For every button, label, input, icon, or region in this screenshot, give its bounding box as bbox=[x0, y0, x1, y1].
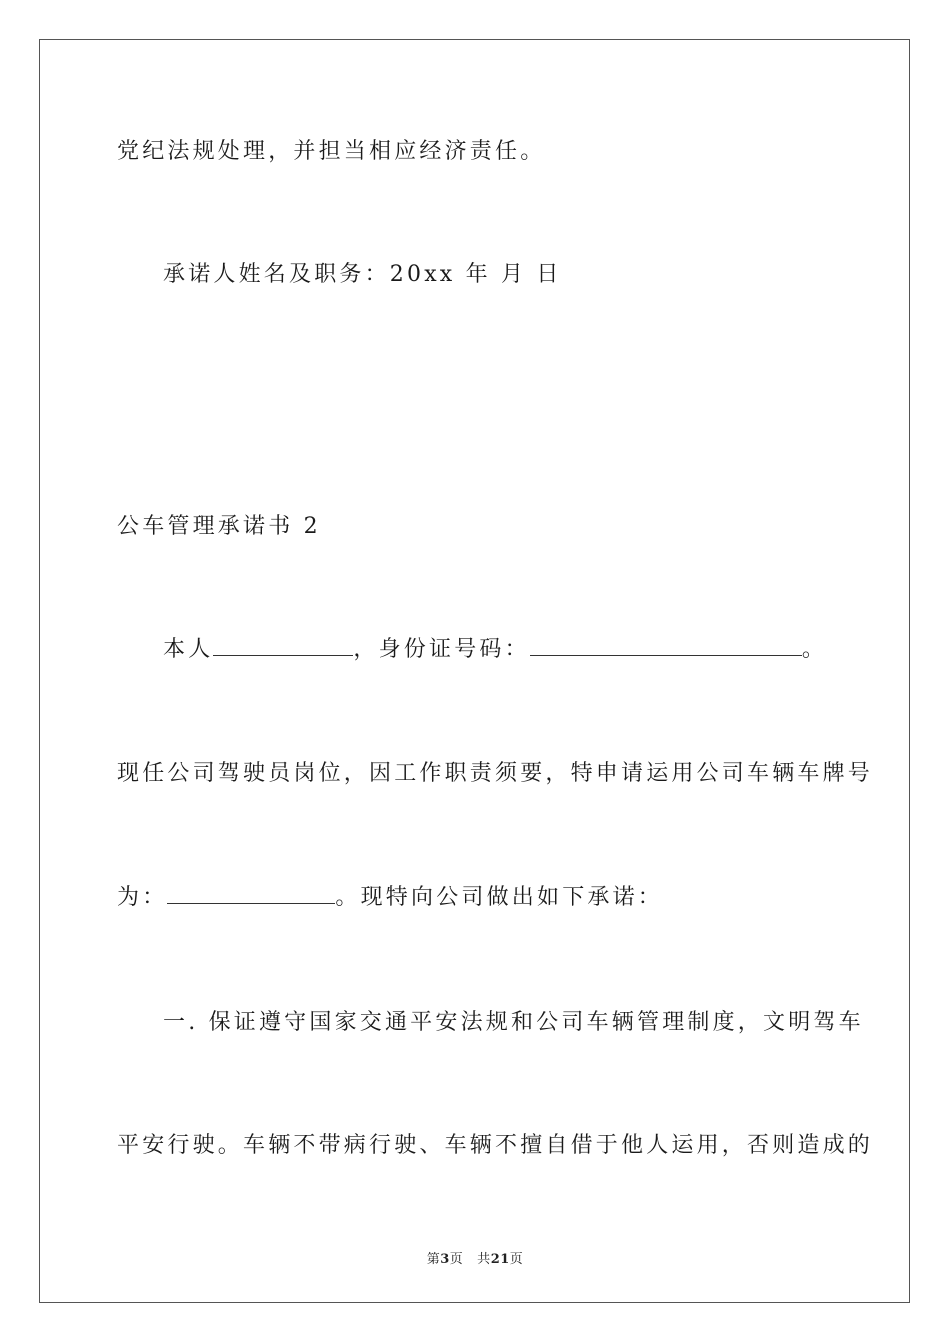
page-border bbox=[39, 39, 910, 1303]
commitment-item-1-continued: 平安行驶。车辆不带病行驶、车辆不擅自借于他人运用，否则造成的 bbox=[117, 1133, 874, 1158]
signature-date-line: 承诺人姓名及职务：20xx 年 月 日 bbox=[163, 262, 562, 287]
commitment-item-1: 一. 保证遵守国家交通平安法规和公司车辆管理制度，文明驾车 bbox=[163, 1010, 864, 1035]
id-prefix: 本人 bbox=[163, 637, 214, 662]
page-label-a: 第 bbox=[426, 1252, 441, 1267]
plate-line bbox=[117, 883, 663, 913]
position-paragraph: 现任公司驾驶员岗位，因工作职责须要，特申请运用公司车辆车牌号 bbox=[117, 761, 874, 786]
page-label-b: 页 bbox=[449, 1252, 464, 1267]
page-current: 3 bbox=[440, 1252, 450, 1267]
paragraph-continuation: 党纪法规处理，并担当相应经济责任。 bbox=[117, 139, 546, 164]
name-blank bbox=[213, 635, 353, 656]
page-footer bbox=[0, 1248, 950, 1267]
section-title: 公车管理承诺书 2 bbox=[117, 514, 321, 539]
plate-suffix: 。现特向公司做出如下承诺： bbox=[335, 885, 664, 910]
page-total: 21 bbox=[490, 1252, 510, 1267]
id-middle: ，身份证号码： bbox=[353, 637, 530, 662]
plate-prefix: 为： bbox=[117, 885, 168, 910]
plate-blank bbox=[167, 883, 335, 904]
id-number-blank bbox=[530, 635, 802, 656]
total-label-b: 页 bbox=[509, 1252, 524, 1267]
total-label-a: 共 bbox=[477, 1252, 491, 1267]
id-suffix: 。 bbox=[801, 637, 828, 662]
id-declaration-line bbox=[163, 635, 827, 665]
